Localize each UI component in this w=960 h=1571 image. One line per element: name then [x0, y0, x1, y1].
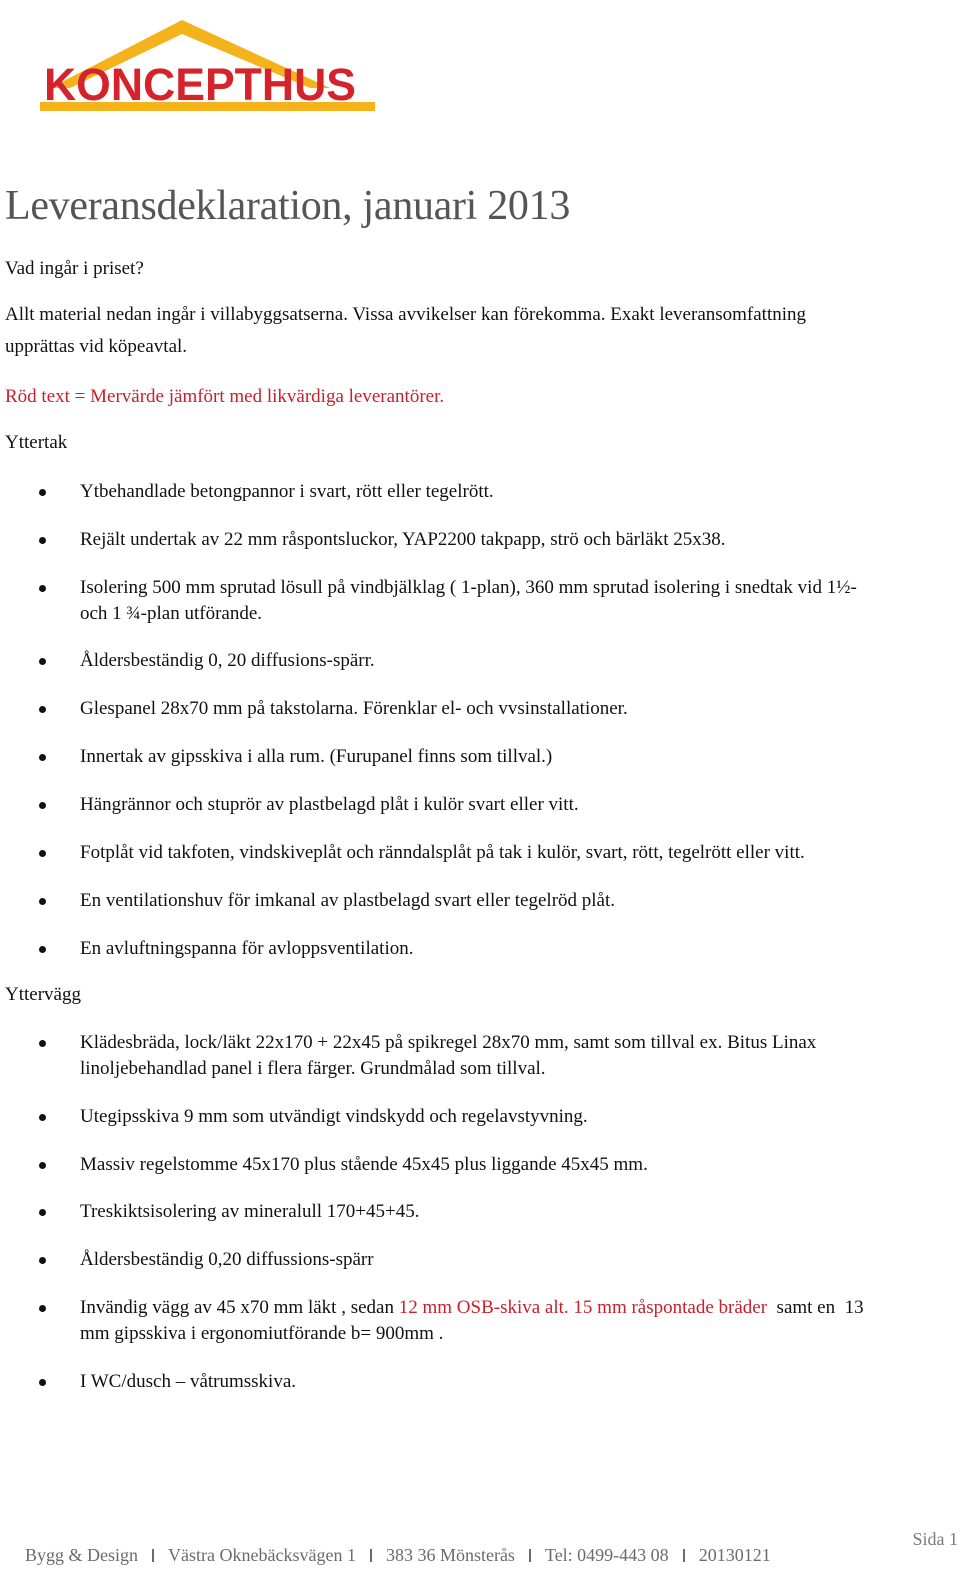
list-item-text: samt en 13 [767, 1297, 864, 1318]
bullet-icon [39, 658, 46, 665]
list-item-text: Invändig vägg av 45 x70 mm läkt , sedan [80, 1297, 399, 1318]
intro-line-1: Allt material nedan ingår i villabyggsatserna. Vissa avvikelser kan förekomma. Exakt leveransomfattning [5, 304, 807, 325]
list-item-text: Glespanel 28x70 mm på takstolarna. Förenklar el- och vvsinstallationer. [80, 698, 628, 719]
list-item-text: En avluftningspanna för avloppsventilation. [80, 938, 414, 959]
footer-separator [529, 1549, 531, 1562]
list-item-text: Utegipsskiva 9 mm som utvändigt vindskydd och regelavstyvning. [80, 1106, 588, 1127]
list-item-text: En ventilationshuv för imkanal av plastbelagd svart eller tegelröd plåt. [80, 890, 616, 911]
bullet-icon [39, 1257, 46, 1264]
footer-postal: 383 36 Mönsterås [385, 1545, 515, 1565]
list-item-text: Åldersbeständig 0, 20 diffusions-spärr. [80, 650, 375, 671]
bullet-icon [39, 706, 46, 713]
footer-separator [683, 1549, 685, 1562]
list-item-text: mm gipsskiva i ergonomiutförande b= 900mm . [80, 1323, 444, 1344]
section-heading-yttervagg: Yttervägg [5, 984, 81, 1005]
bullet-icon [39, 1162, 46, 1169]
bullet-icon [39, 537, 46, 544]
footer-separator [370, 1549, 372, 1562]
footer-company: Bygg & Design [25, 1545, 139, 1565]
footer [25, 1545, 771, 1566]
list-item-text: och 1 ¾-plan utförande. [80, 603, 263, 624]
footer-separator [152, 1549, 154, 1562]
highlight-text: 12 mm OSB-skiva alt. 15 mm råspontade bräder [398, 1297, 768, 1318]
koncepthus-logo [30, 18, 375, 118]
bullet-icon [39, 489, 46, 496]
list-item-text: Massiv regelstomme 45x170 plus stående 45x45 plus liggande 45x45 mm. [80, 1154, 648, 1175]
list-item-text: Innertak av gipsskiva i alla rum. (Furupanel finns som tillval.) [80, 746, 553, 767]
bullet-icon [39, 1379, 46, 1386]
footer-phone: Tel: 0499-443 08 [544, 1545, 669, 1565]
list-item-text: Ytbehandlade betongpannor i svart, rött eller tegelrött. [80, 481, 494, 502]
list-item-text: Åldersbeständig 0,20 diffussions-spärr [80, 1249, 374, 1270]
bullet-icon [39, 1040, 46, 1047]
list-item-text: linoljebehandlad panel i flera färger. Grundmålad som tillval. [80, 1058, 546, 1079]
logo-text: KONCEPTHUS [44, 59, 356, 110]
section-heading-yttertak: Yttertak [5, 432, 68, 453]
bullet-icon [39, 1114, 46, 1121]
footer-date: 20130121 [698, 1545, 771, 1565]
intro-line-2: upprättas vid köpeavtal. [5, 336, 188, 357]
bullet-icon [39, 850, 46, 857]
bullet-icon [39, 1305, 46, 1312]
list-item-text: I WC/dusch – våtrumsskiva. [80, 1371, 297, 1392]
footer-address: Västra Oknebäcksvägen 1 [168, 1545, 356, 1565]
bullet-icon [39, 1209, 46, 1216]
list-item-text: Fotplåt vid takfoten, vindskiveplåt och ränndalsplåt på tak i kulör, svart, rött, tegelrött eller vitt. [80, 842, 805, 863]
list-item-text: Klädesbräda, lock/läkt 22x170 + 22x45 på spikregel 28x70 mm, samt som tillval ex. Bitus Linax [80, 1032, 817, 1053]
bullet-icon [39, 946, 46, 953]
bullet-icon [39, 585, 46, 592]
list-item-text: Hängrännor och stuprör av plastbelagd plåt i kulör svart eller vitt. [80, 794, 579, 815]
bullet-icon [39, 802, 46, 809]
intro-question: Vad ingår i priset? [5, 258, 144, 279]
list-item-text: Rejält undertak av 22 mm råspontsluckor, YAP2200 takpapp, strö och bärläkt 25x38. [80, 529, 726, 550]
bullet-icon [39, 754, 46, 761]
red-note: Röd text = Mervärde jämfört med likvärdiga leverantörer. [5, 386, 445, 407]
bullet-icon [39, 898, 46, 905]
list-item-text: Treskiktsisolering av mineralull 170+45+45. [80, 1201, 420, 1222]
page-title: Leveransdeklaration, januari 2013 [5, 183, 571, 229]
list-item-text: Isolering 500 mm sprutad lösull på vindbjälklag ( 1-plan), 360 mm sprutad isolering i snedtak vid 1½- [80, 577, 857, 598]
page-number: Sida 1 [912, 1529, 958, 1549]
